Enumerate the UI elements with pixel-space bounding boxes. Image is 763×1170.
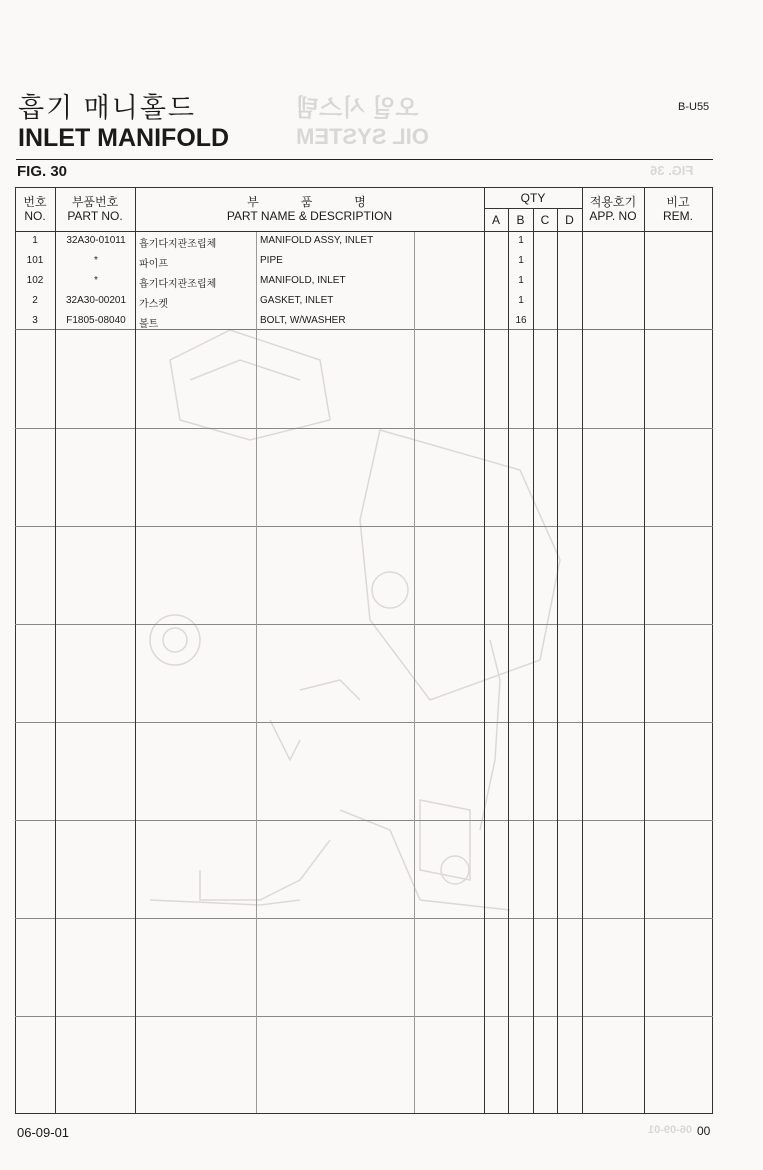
row-qty-b: 16 (515, 315, 527, 326)
row-name-en: BOLT, W/WASHER (260, 315, 346, 326)
row-no: 3 (32, 315, 38, 326)
row-qty-b: 1 (518, 235, 524, 246)
row-name-kr: 가스켓 (139, 299, 168, 310)
col-header-qty-b: B (516, 213, 525, 227)
col-header-rem-kr: 비고 (666, 195, 690, 209)
page-number: 00 (697, 1124, 711, 1138)
row-no: 102 (26, 275, 44, 286)
col-header-name-kr: 부 품 명 (247, 195, 372, 209)
row-part-no: 32A30-00201 (65, 295, 127, 306)
col-header-no-kr: 번호 (23, 195, 47, 209)
col-header-name: PART NAME & DESCRIPTION (226, 209, 393, 223)
row-name-kr: 볼트 (139, 319, 159, 330)
row-qty-b: 1 (518, 275, 524, 286)
row-name-en: PIPE (260, 255, 283, 266)
col-header-qty-d: D (565, 213, 574, 227)
row-part-no: * (94, 255, 98, 266)
col-header-app-kr: 적용호기 (589, 195, 637, 209)
col-header-app: APP. NO (589, 209, 637, 223)
row-name-en: MANIFOLD, INLET (260, 275, 346, 286)
row-name-kr: 흡기다지관조립체 (139, 239, 217, 250)
row-part-no: F1805-08040 (66, 315, 126, 326)
bleed-through-title-en: OIL SYSTEM (296, 124, 429, 149)
bleed-through-fig: FIG. 36 (650, 163, 694, 178)
row-part-no: * (94, 275, 98, 286)
figure-label: FIG. 30 (17, 163, 68, 180)
page-title-korean: 흡기 매니홀드 (18, 93, 196, 123)
col-header-part: PART NO. (67, 209, 123, 223)
row-no: 101 (26, 255, 44, 266)
col-header-qty: QTY (520, 191, 546, 205)
row-no: 1 (32, 235, 38, 246)
col-header-part-kr: 부품번호 (71, 195, 119, 209)
row-qty-b: 1 (518, 295, 524, 306)
row-part-no: 32A30-01011 (66, 235, 126, 246)
footer-date: 06-09-01 (17, 1125, 70, 1140)
row-name-kr: 파이프 (139, 259, 168, 270)
col-header-rem: REM. (663, 209, 693, 223)
row-name-en: GASKET, INLET (260, 295, 334, 306)
bleed-through-footer: 06-09-01 (648, 1124, 693, 1136)
row-name-en: MANIFOLD ASSY, INLET (260, 235, 374, 246)
row-qty-b: 1 (518, 255, 524, 266)
row-name-kr: 흡기다지관조립체 (139, 279, 217, 290)
row-no: 2 (32, 295, 38, 306)
col-header-qty-a: A (491, 213, 500, 227)
page-code: B-U55 (678, 101, 710, 113)
page-title: INLET MANIFOLD (18, 124, 230, 152)
bleed-through-title-kr: 오일 시스템 (296, 95, 419, 122)
col-header-no: NO. (24, 209, 46, 223)
col-header-qty-c: C (540, 213, 550, 227)
